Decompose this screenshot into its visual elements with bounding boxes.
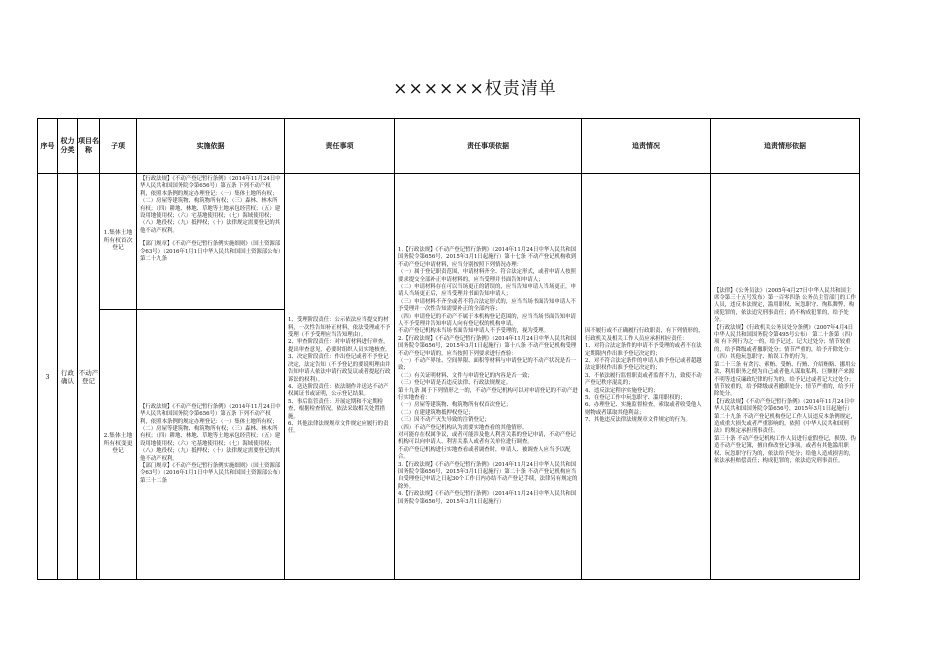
header-row: [38, 119, 860, 174]
header-subitem: 子项: [100, 119, 137, 174]
subitem-1-basis-rule: 【部门规章】《不动产登记暂行条例实施细则》（国土资源部令63号）（2016年1月1日中华人民共和国国土资源部公布）第二十九条: [140, 241, 281, 263]
header-duty-basis: 责任事项依据: [395, 119, 582, 174]
liability-cell: 因不履行或不正确履行行政职责，有下列情形的，行政机关及相关工作人员应承担相应责任： 1、对符合法定条件的申请不予受理的或者不在法定期限内作出准予登记决定的； 2、对不符合法定条件的申请人准予登记或者超越法定职权作出准予登记决定的； 3、不依法履行监督职责或者监督不力，致使不动产登记秩序混乱的； 4、违反法定程序实施登记的； 5、在登记工作中玩忽职守、滥用职权的； 6、办理登记、实施监督检查，索取或者收受他人财物或者谋取其他利益； 7、其他违反法律法规规章文件规定的行为。: [582, 174, 711, 580]
subitem-1-basis-regulation: 【行政法规】《不动产登记暂行条例》（2014年11月24日中华人民共和国国务院令第656号）第五条 下列不动产权利，依照本条例的规定办理登记：（一）集体土地所有权；（二）房屋等建筑物、构筑物所有权；（三）森林、林木所有权；（四）耕地、林地、草地等土地承包经营权；（五）建设用地使用权；（六）宅基地使用权；（七）海域使用权；（八）地役权；（九）抵押权；（十）法律规定需要登记的其他不动产权利。: [140, 176, 281, 234]
subitem-2-basis-rule: 【部门规章】《不动产登记暂行条例实施细则》（国土资源部令63号）（2016年1月1日中华人民共和国国土资源部公布）第三十二条: [140, 463, 281, 484]
row-category: 行政确认: [58, 174, 78, 580]
duties-cell: 1、受理阶段责任：公示依法应当提交的材料，一次性告知补正材料，依法受理或不予受理（不予受理应当告知理由）。 2、审查阶段责任：对申请材料进行审查，提出审查意见，必要时组织人员实地核查。 3、决定阶段责任：作出登记或者不予登记决定，法定告知（不予登记的要说明理由并告知申请人依法申请行政复议或者提起行政诉讼的权利）。 4、送达阶段责任：依法制作并送达不动产权属证书或证明，公示登记结果。 5、事后监管责任：开展定期和不定期检查，根据检查情况，依法采取相关处置措施。 6、其他法律法规规章文件规定应履行的责任。: [285, 174, 395, 580]
row-project: 不动产登记: [78, 174, 100, 580]
authority-table: [37, 118, 860, 580]
header-liability-basis: 追责情形依据: [711, 119, 860, 174]
subitem-1-name: 1.集体土地所有权首次登记: [100, 174, 137, 310]
subitem-1-basis: [137, 174, 285, 310]
row-number: 3: [38, 174, 58, 580]
subitem-2-basis: [137, 310, 285, 580]
header-duties: 责任事项: [285, 119, 395, 174]
header-no: 序号: [38, 119, 58, 174]
page-title: ××××××权责清单: [393, 79, 557, 99]
header-project: 项目名称: [78, 119, 100, 174]
subitem-2-basis-regulation: 【行政法规】《不动产登记暂行条例》（2014年11月24日中华人民共和国国务院令第656号）第五条 下列不动产权利，依照本条例的规定办理登记：（一）集体土地所有权；（二）房屋等建筑物、构筑物所有权；（三）森林、林木所有权；（四）耕地、林地、草地等土地承包经营权；（五）建设用地使用权；（六）宅基地使用权；（七）海域使用权；（八）地役权；（九）抵押权；（十）法律规定需要登记的其他不动产权利。: [140, 403, 281, 462]
duty-basis-cell: 1.【行政法规】《不动产登记暂行条例》（2014年11月24日中华人民共和国国务院令第656号，2015年3月1日起施行）第十七条 不动产登记机构收到不动产登记申请材料，应当分别按照下列情况办理： （一）属于登记职责范围，申请材料齐全、符合法定形式，或者申请人按照要求提交全部补正申请材料的，应当受理并书面告知申请人； （二）申请材料存在可以当场更正的错误的，应当告知申请人当场更正，申请人当场更正后，应当受理并书面告知申请人； （三）申请材料不齐全或者不符合法定形式的，应当当场书面告知申请人不予受理并一次性告知需要补正的全部内容； （四）申请登记的不动产不属于本机构登记范围的，应当当场书面告知申请人不予受理并告知申请人向有登记权的机构申请。 不动产登记机构未当场书面告知申请人不予受理的，视为受理。 2.【行政法规】《不动产登记暂行条例》（2014年11月24日中华人民共和国国务院令第656号，2015年3月1日起施行）第十八条 不动产登记机构受理不动产登记申请的，应当按照下列要求进行查验： （一）不动产界址、空间界限、面积等材料与申请登记的不动产状况是否一致； （二）有关证明材料、文件与申请登记的内容是否一致； （三）登记申请是否违反法律、行政法规规定。 第十九条 属于下列情形之一的，不动产登记机构可以对申请登记的不动产进行实地查看： （一）房屋等建筑物、构筑物所有权首次登记； （二）在建建筑物抵押权登记； （三）因不动产灭失导致的注销登记； （四）不动产登记机构认为需要实地查看的其他情形。 对可能存在权属争议，或者可能涉及他人利害关系的登记申请，不动产登记机构可以向申请人、利害关系人或者有关单位进行调查。 不动产登记机构进行实地查看或者调查时，申请人、被调查人应当予以配合。 3.【行政法规】《不动产登记暂行条例》（2014年11月24日中华人民共和国国务院令第656号，2015年3月1日起施行）第二十条 不动产登记机构应当自受理登记申请之日起30个工作日内办结不动产登记手续，法律另有规定的除外。 4.【行政法规】《不动产登记暂行条例》（2014年11月24日中华人民共和国国务院令第656号，2015年3月1日起施行）: [395, 174, 582, 580]
liability-basis-cell: 【法律】《公务员法》（2005年4月27日中华人民共和国主席令第三十五号发布）第一百零四条 公务员主管部门的工作人员，违反本法规定，滥用职权、玩忽职守、徇私舞弊，构成犯罪的，依法追究刑事责任；尚不构成犯罪的，给予处分。 【行政法规】《行政机关公务员处分条例》（2007年4月4日中华人民共和国国务院令第495号公布） 第二十条第（四）项 有下列行为之一的，给予记过、记大过处分；情节较重的，给予降级或者撤职处分；情节严重的，给予开除处分：（四）其他玩忽职守、贻误工作的行为。 第二十三条 有贪污、索贿、受贿、行贿、介绍贿赂、挪用公款、利用职务之便为自己或者他人谋取私利、巨额财产来源不明等违反廉政纪律的行为的，给予记过或者记大过处分；情节较重的，给予降级或者撤职处分；情节严重的，给予开除处分。 【行政法规】《不动产登记暂行条例》（2014年11月24日中华人民共和国国务院令第656号，2015年3月1日起施行）第二十九条 不动产登记机构登记工作人员违反本条例规定，造成重大损失或者严重影响的，依照《中华人民共和国刑法》的规定承担刑事责任。 第三十条 不动产登记机构工作人员进行虚假登记，损毁、伪造不动产登记簿，擅自修改登记事项，或者有其他滥用职权、玩忽职守行为的，依法给予处分；给他人造成损害的，依法承担赔偿责任；构成犯罪的，依法追究刑事责任。: [711, 174, 860, 580]
header-category: 权力分类: [58, 119, 78, 174]
table-row: [38, 174, 860, 310]
header-liability: 追责情况: [582, 119, 711, 174]
header-basis: 实施依据: [137, 119, 285, 174]
subitem-2-name: 2.集体土地所有权变更登记: [100, 310, 137, 580]
